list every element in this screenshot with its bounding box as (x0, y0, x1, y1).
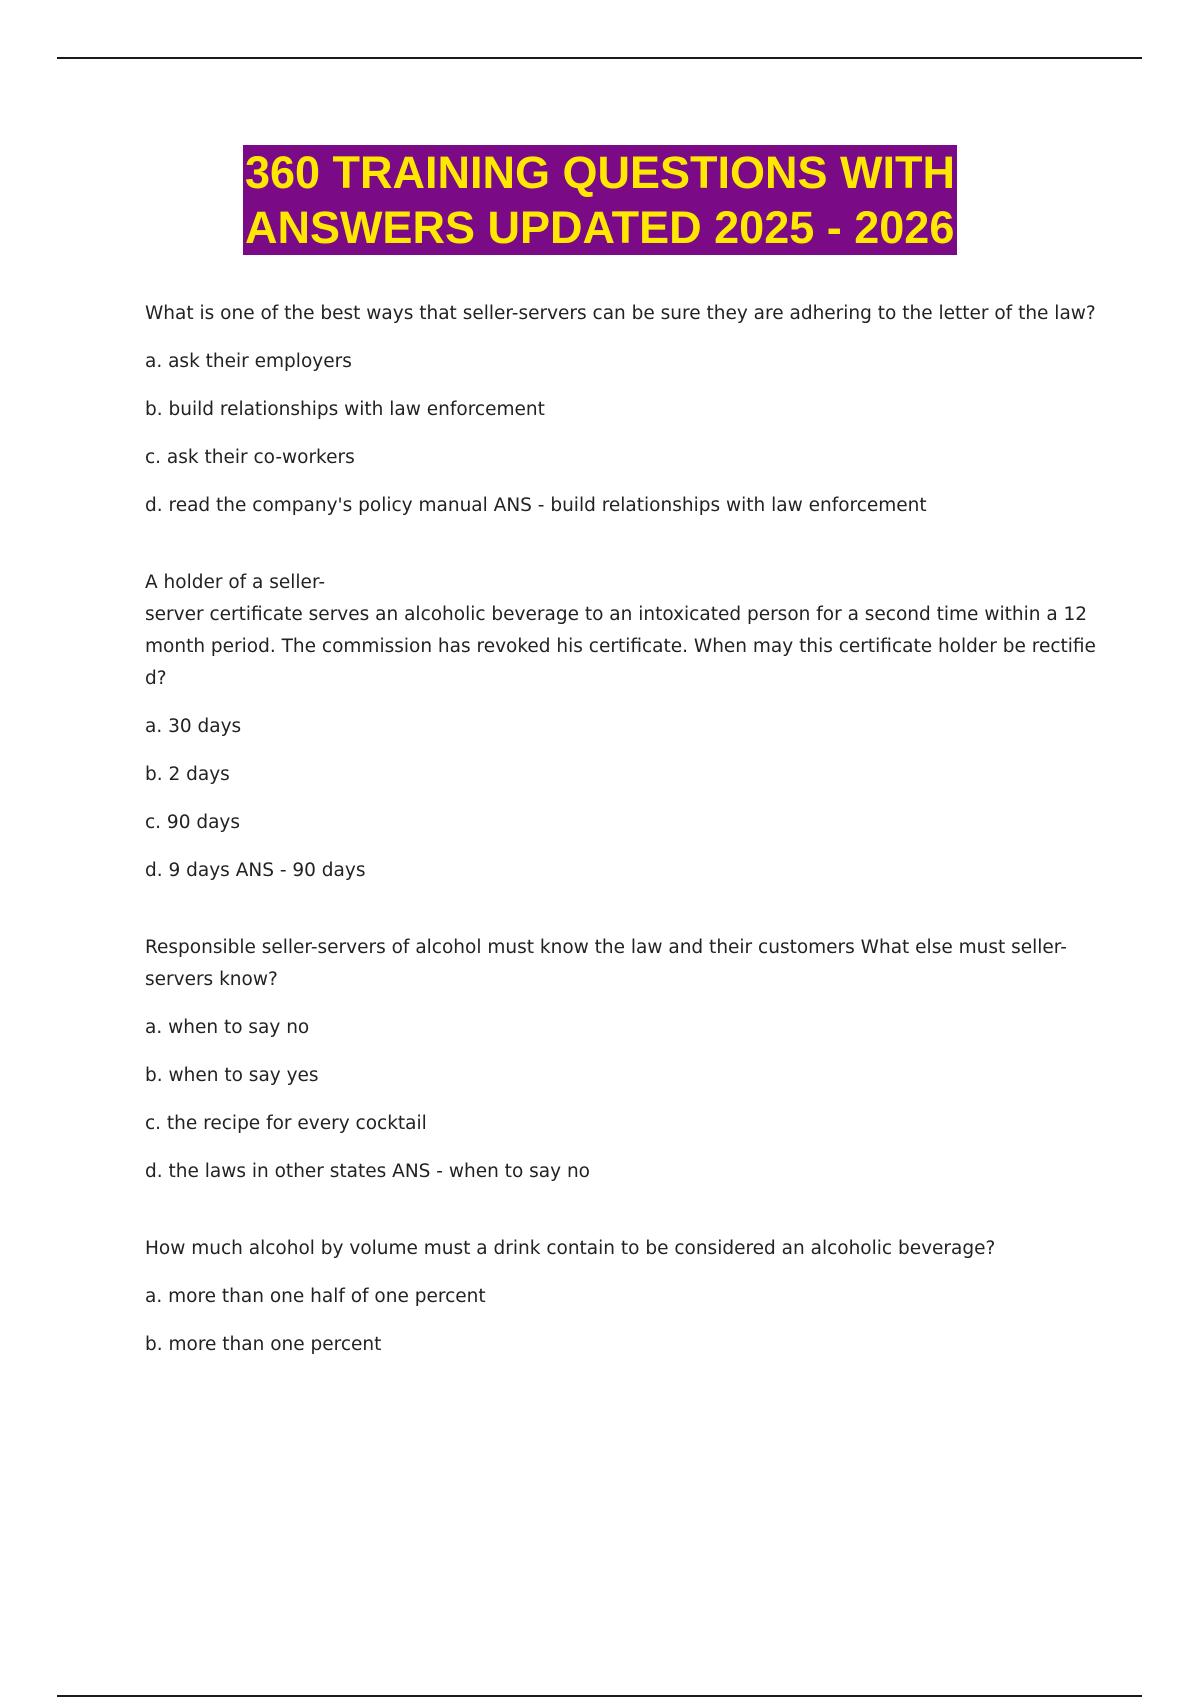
question-line: What is one of the best ways that seller-servers can be sure they are adhering to the letter of the law? (145, 303, 1096, 324)
answer-option-with-answer: d. 9 days ANS - 90 days (145, 860, 366, 881)
question-block (145, 567, 1096, 887)
question-line: servers know? (145, 969, 278, 990)
question-line: server certificate serves an alcoholic beverage to an intoxicated person for a second time within a 12 (145, 604, 1088, 625)
answer-option-with-answer: d. read the company's policy manual ANS - build relationships with law enforcement (145, 495, 927, 516)
question-text (145, 1233, 1090, 1265)
title-banner (0, 145, 1200, 255)
title-line-2: ANSWERS UPDATED 2025 - 2026 (244, 202, 955, 253)
answer-option: b. when to say yes (145, 1065, 319, 1086)
question-block (145, 1233, 1090, 1361)
question-block (145, 932, 1090, 1188)
question-list (145, 298, 1096, 1406)
question-line: A holder of a seller- (145, 572, 326, 593)
top-rule (57, 57, 1142, 59)
bottom-rule (57, 1695, 1142, 1697)
answer-option: b. more than one percent (145, 1334, 382, 1355)
answer-option-with-answer: d. the laws in other states ANS - when to say no (145, 1161, 590, 1182)
answer-option: b. build relationships with law enforcement (145, 399, 545, 420)
title-line-1: 360 TRAINING QUESTIONS WITH (244, 147, 956, 198)
answer-option: a. when to say no (145, 1017, 310, 1038)
answer-option: b. 2 days (145, 764, 230, 785)
question-block (145, 298, 1096, 522)
title-highlight (243, 145, 957, 255)
question-line: Responsible seller-servers of alcohol must know the law and their customers What else must seller- (145, 937, 1067, 958)
answer-option: a. ask their employers (145, 351, 352, 372)
question-line: d? (145, 668, 167, 689)
question-text (145, 932, 1090, 996)
answer-option: c. ask their co-workers (145, 447, 355, 468)
answer-option: c. the recipe for every cocktail (145, 1113, 427, 1134)
answer-option: a. 30 days (145, 716, 242, 737)
question-text (145, 567, 1096, 695)
answer-option: a. more than one half of one percent (145, 1286, 486, 1307)
question-line: month period. The commission has revoked his certificate. When may this certificate holder be rectifie (145, 636, 1096, 657)
question-line: How much alcohol by volume must a drink contain to be considered an alcoholic beverage? (145, 1238, 996, 1259)
answer-option: c. 90 days (145, 812, 241, 833)
question-text (145, 298, 1096, 330)
